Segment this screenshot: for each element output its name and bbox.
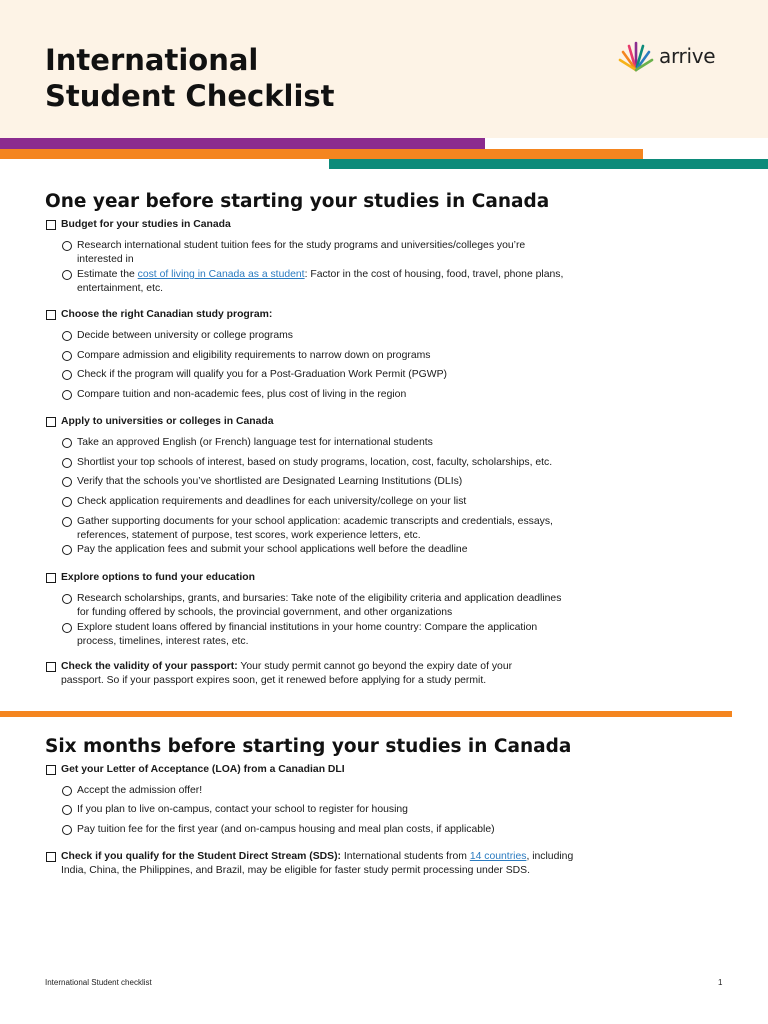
research-tuition-line2: interested in [77, 253, 134, 265]
fund-1-line2: for funding offered by schools, the provincial government, and other organizations [77, 606, 453, 618]
countries-link[interactable]: 14 countries [469, 851, 527, 862]
list-item-apply-4: Check application requirements and deadlines for each university/college on your list [62, 495, 642, 509]
passport-title: Check the validity of your passport: [61, 661, 238, 672]
arrive-logo-icon [618, 40, 654, 72]
title-line-1: International [45, 43, 259, 77]
list-item-apply-2: Shortlist your top schools of interest, based on study programs, location, cost, faculty, scholarships, etc. [62, 456, 642, 470]
list-item-program-1: Decide between university or college programs [62, 329, 642, 343]
checkbox-sds[interactable] [46, 850, 573, 877]
passport-text1: Your study permit cannot go beyond the expiry date of your [237, 661, 513, 672]
passport-text2: passport. So if your passport expires soon, get it renewed before applying for a study permit. [61, 674, 487, 686]
apply-5-line2: references, statement of purpose, test scores, work experience letters, etc. [77, 529, 421, 541]
list-item-apply-3: Verify that the schools you’ve shortlisted are Designated Learning Institutions (DLIs) [62, 475, 642, 489]
checkbox-passport[interactable] [46, 660, 512, 687]
research-tuition-line1: Research international student tuition fees for the study programs and universities/colleges you’re [77, 240, 526, 251]
fund-1-line1: Research scholarships, grants, and bursaries: Take note of the eligibility criteria and application deadlines [77, 593, 562, 604]
sds-text-pre: International students from [341, 851, 470, 862]
loa-title: Get your Letter of Acceptance (LOA) from a Canadian DLI [61, 764, 345, 775]
purple-stripe [0, 138, 485, 149]
page-number: 1 [718, 978, 723, 987]
title-line-2: Student Checklist [45, 79, 335, 113]
list-item-apply-6: Pay the application fees and submit your school applications well before the deadline [62, 543, 642, 557]
orange-stripe [0, 149, 643, 159]
list-item-apply-5 [62, 515, 642, 542]
budget-title: Budget for your studies in Canada [61, 219, 231, 230]
estimate-line2: entertainment, etc. [77, 282, 164, 294]
section-heading-six-months: Six months before starting your studies in Canada [45, 736, 572, 757]
section-heading-one-year: One year before starting your studies in Canada [45, 191, 550, 212]
list-item-loa-1: Accept the admission offer! [62, 784, 642, 798]
fund-2-line2: process, timelines, interest rates, etc. [77, 635, 249, 647]
list-item-fund-1 [62, 592, 642, 619]
apply-5-line1: Gather supporting documents for your school application: academic transcripts and credentials, essays, [77, 516, 553, 527]
checkbox-loa[interactable] [46, 763, 345, 777]
list-item-program-2: Compare admission and eligibility requirements to narrow down on programs [62, 349, 642, 363]
fund-2-line1: Explore student loans offered by financial institutions in your home country: Compare the application [77, 622, 538, 633]
list-item-fund-2 [62, 621, 642, 648]
checkbox-budget[interactable] [46, 218, 231, 232]
list-item-estimate-cost [62, 268, 642, 295]
fund-title: Explore options to fund your education [61, 572, 255, 583]
list-item-research-tuition [62, 239, 642, 266]
list-item-loa-2: If you plan to live on-campus, contact your school to register for housing [62, 803, 642, 817]
checkbox-fund[interactable] [46, 571, 255, 585]
list-item-loa-3: Pay tuition fee for the first year (and on-campus housing and meal plan costs, if applicable) [62, 823, 642, 837]
teal-stripe [329, 159, 768, 169]
checkbox-apply[interactable] [46, 415, 274, 429]
estimate-post: : Factor in the cost of housing, food, travel, phone plans, [304, 269, 564, 280]
footer-doc-title: International Student checklist [45, 978, 152, 987]
arrive-logo [618, 40, 715, 72]
apply-title: Apply to universities or colleges in Canada [61, 416, 274, 427]
list-item-program-4: Compare tuition and non-academic fees, plus cost of living in the region [62, 388, 642, 402]
page-title [45, 42, 335, 114]
logo-text: arrive [659, 44, 716, 68]
checkbox-program[interactable] [46, 308, 272, 322]
sds-text-post: , including [526, 851, 574, 862]
section-divider [0, 711, 732, 717]
list-item-apply-1: Take an approved English (or French) language test for international students [62, 436, 642, 450]
sds-line2: India, China, the Philippines, and Brazil, may be eligible for faster study permit processing under SDS. [61, 864, 530, 876]
estimate-pre: Estimate the [77, 269, 138, 280]
cost-of-living-link[interactable]: cost of living in Canada as a student [137, 269, 305, 280]
list-item-program-3: Check if the program will qualify you for a Post-Graduation Work Permit (PGWP) [62, 368, 642, 382]
program-title: Choose the right Canadian study program: [61, 309, 273, 320]
sds-title: Check if you qualify for the Student Direct Stream (SDS): [61, 851, 342, 862]
